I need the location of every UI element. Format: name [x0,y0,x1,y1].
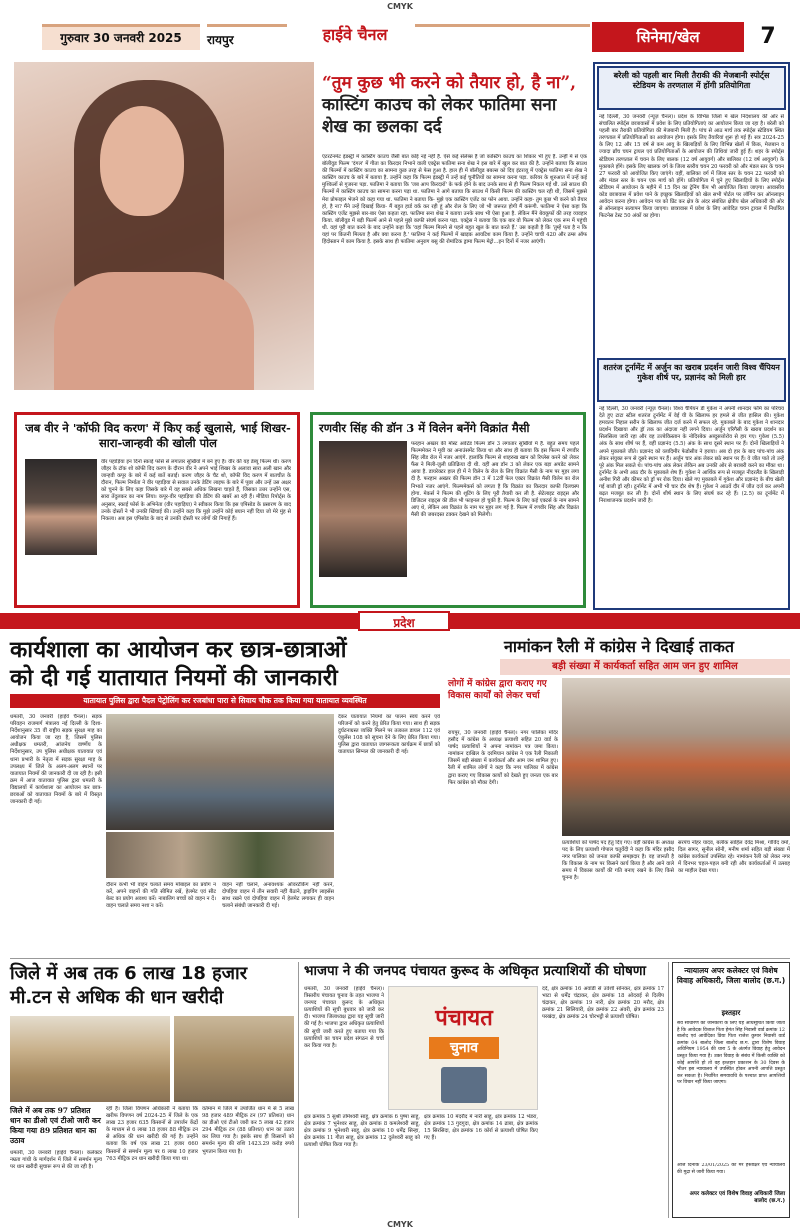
paddy-headline-line2: मी.टन से अधिक की धान खरीदी [10,987,224,1008]
sports-story2-body: नई दिल्ली, 30 जनवरी (न्यूज़ चैनल)। विश्व चैंपियन डी गुकेश ने अपनी शानदार फॉर्म का परिचय देते हुए टाटा स्टील शतरंज टूर्नामेंट में वेई यी के खिलाफ हर हमले से जीत हासिल की। गुकेश हमवतन निहाल सरीन के खिलाफ जीत दर्ज करने में सफल रहे. मुकाबले के बाद गुकेश ने शानदार प्रदर्शन दिखाया और ड्रॉ तक का अंदाजा नहीं लगने दिया। अर्जुन एरिगैसी के खराब प्रदर्शन का सिलसिला जारी रहा और वह उज्बेकिस्तान के नोदिरबेक अब्दुसत्तोरोव से हार गए। गुकेश (5.5) अंक के साथ शीर्ष पर हैं, वहीं प्रज्ञानंद (5.5) अंक के साथ दूसरे स्थान पर हैं। दोनों खिलाड़ियों ने अपने मुकाबले जीते। प्रज्ञानंद को व्लादिमीर फेडोसीव ने हराया। अब दो हार के बाद पांच-पांच अंक लेकर संयुक्त रूप से दूसरे स्थान पर हैं। अर्जुन चार अंक लेकर छठे स्थान पर हैं। वे जीत पाते तो उन्हें पूरे अंक मिल सकते थे। पांच-पांच अंक लेकर लेकिन अब उनकी ओर से बराबरी करने का मौका था। टूर्नामेंट के अभी आठ दौर के मुकाबले शेष हैं। गुकेश ने आर्थिक रूप से मजबूत नीदरलैंड के खिलाड़ी अनीश गिरी और कीमर को ड्रॉ पर रोक दिया। खेले गए मुकाबले में गुकेश और प्रज्ञानंद के बीच खेली गई बाजी ड्रॉ रही। टूर्नामेंट में अभी भी चार दौर शेष हैं। गुकेश ने आठवें दौर में जीत दर्ज कर अपनी बढ़त मजबूत कर ली है। दोनों शीर्ष स्थान के लिए संघर्ष कर रहे हैं। (2.5) का टूर्नामेंट में निराशाजनक प्रदर्शन जारी है। [599,406,784,505]
panchayat-graphic-word1: पंचायत [435,1006,493,1031]
story-veer-panel [14,412,300,608]
hero-photo-actress [14,62,314,390]
lead-body-col4: देकर यातायात नियमों का पालन स्वयं करने एवं परिजनों को करने हेतु प्रेरित किया गया। साथ ही सड़क दुर्घटनाग्रस्त व्यक्ति मिलने पर तत्काल डायल 112 एवं एंबुलेंस 108 को सूचना देने के लिए प्रेरित किया गया। पुलिस द्वारा यातायात जागरूकता कार्यक्रम में छात्रों को यातायात सिग्नल की जानकारी दी गई। [338,714,440,756]
hero-story-body: एंटरटेनमेंट इंडस्ट्री में कास्टिंग काउच जैसी बात कोई नई नहीं है. ऐसे कई सेलेब्स हैं जो कास्टिंग काउच का शिकार भी हुए हैं. उन्हीं में से एक बॉलीवुड फिल्म 'दंगल' में गीता का किरदार निभाने वाली एक्ट्रेस फातिमा सना शेख ने इस बारे में खुल कर बात की है. उन्होंने बताया कि साउथ की फिल्मों में कास्टिंग काउच का सामना कुछ तरह से फेस हुआ है. हाल ही में बॉलीवुड बबल्स को दिए इंटरव्यू में एक्ट्रेस फातिमा सना शेख ने कास्टिंग काउच के बारे में बताया है. उन्होंने कहा कि फिल्म इंडस्ट्री में उन्हें कई चुनौतियों का सामना करना पड़ा. करियर के शुरुआत में उन्हें कई मुश्किलों से गुजरना पड़ा. फातिमा ने बताया कि 'जब आप किरदारों' के फर्क होने के बाद उनके साथ से ही फिल्म निकल गई थी. उसे साउथ की फिल्मों में कास्टिंग काउच का सामना करना पड़ा था. फातिमा ने आगे बताया कि साउथ में किसी फिल्म की कास्टिंग चल रही थी, जिसमें मुझसे मेरा प्रोफाइल भेजने को कहा गया था. फातिमा ने बताया कि- मुझे एक कास्टिंग एजेंट का फोन आया. उन्होंने कहा- तुम कुछ भी करने को तैयार हो, है ना? मैंने उन्हें दिखाई किया- मैं बहुत हार्ड वर्क कर रही हूं और रोल के लिए जो भी जरूरत होगी मैं करूंगी. फातिमा ने ऐसा कहा कि कास्टिंग एजेंट मुझसे बार-बार ऐसा कहता रहा. फातिमा सना शेख ने बताया उनके साथ भी ऐसा हुआ है. लेकिन मैंने बेवकूफों की तरह व्यवहार किया. बॉलीवुड में बड़ी फिल्में आने से पहले मुझे काफी संघर्ष करना पड़ा. एक्ट्रेस ने बताया कि एक बार वो फिल्म को लेकर एक रूम में पहुंची थी. वहां पूरी बात करने के बाद उन्होंने कहा कि 'वहां फिल्म मिलने से पहले बहुत खुल के बात करते हैं.' उस कहती है कि 'तुम्हें पता है न कि यहां पर कितनी मिलता है और क्या करना है.' फातिमा ने कई फिल्मों में खाड़क आयटिश काम किया है. उन्होंने चाची 420 और ठग्स ऑफ हिंदोस्तान में काम किया है. इसके साथ ही फातिमा अनुराग बसु की रोमांटिक ड्रामा फिल्म मेट्रो...इन दिनों में नजर आएंगी। [322,154,587,246]
rally-photo-crowd [562,678,790,836]
story-don3-photo [319,441,407,577]
rally-body-col1: रायपुर, 30 जनवरी (हाईवे चैनल)। नगर पालिका मंदिर हसौद में कांग्रेस के अध्यक्ष प्रत्याशी सहित 20 वार्ड के पार्षद प्रत्याशियों ने अपना नामांकन पत्र जमा किया। नामांकन दाखिल के दरमियान कांग्रेस ने एक रैली निकाली जिसमें बड़ी संख्या में कार्यकर्ता और आम जन शामिल हुए। रैली में शामिल लोगों ने कहा कि नगर पालिका में कांग्रेस द्वारा कराए गए विकास कार्यों को देखते हुए जनता एक बार फिर कांग्रेस को मौका देगी। [448,730,558,786]
rally-body-col3: सरपंच नोहर यादव, बलीक साहिल देवेंद्र मिश्रा, गोविंद वर्मा, दिल सागर, सुनील सोनी, मनीष शर्मा सहित बड़ी संख्या में कांग्रेस कार्यकर्ता उपस्थित रहे। नामांकन रैली को लेकर नगर में दिनभर चहल-पहल बनी रही और कार्यकर्ताओं में उत्साह का माहौल देखा गया। [678,840,790,875]
paddy-body-col1: धमतरी, 30 जनवरी (हाईवे चैनल)। कलेक्टर नम्रता गांधी के मार्गदर्शन में जिले में समर्थन मूल्य पर धान खरीदी सुचारू रूप से की जा रही है। [10,1150,102,1171]
story-veer-body: वीर पहाड़िया इन दिनों स्काई फोर्स से लगातार सुर्खियों में बने हुए हैं। वीर की यह डेब्यू फिल्म थी। करण जौहर के टॉक शो कॉफी विद करण के दौरान वीर ने अपने भाई शिखर के अलावा सारा अली खान और जान्हवी कपूर के बारे में कई बातें बताईं। करण जौहर के चैट शो, कॉफी विद करण में बातचीत के दौरान, फिल्म निर्माता ने वीर पहाड़िया से सवाल उनके डेटिंग लाइफ के बारे में पूछा और उन्हें उस अक्षर को चुनने के लिए कहा जिसके बारे में वह सबसे अधिक लिखना चाहते हैं, जिसका उत्तर उन्होंने एस, सारा तेंदुलकर का नाम लिया। कपूर-वीर पहाड़िया की डेटिंग की खबरें आ रही हैं। मीडिया रिपोर्ट्स के अनुसार, स्काई फोर्स के अभिनेता (वीर पहाड़िया) ने स्वीकार किया कि इस एपिसोड के प्रसारण के बाद उनके दोस्तों ने भी उनकी खिंचाई की। उन्होंने कहा कि मुझे उन्होंने कोई बयान नहीं दिया जो मेरे मुंह से निकला। अब इस एपिसोड के बाद से उनकी दोस्ती पर लोगों की निगाहें हैं। [101,459,291,522]
sports-story1-body: नई दिल्ली, 30 जनवरी (न्यूज़ चैनल)। प्रदेश के विभिन्न जिलों में खेल निदेशालय की ओर से संचालित स्पोर्ट्स छात्रावासों में प्रवेश के लिए प्रतियोगिताएं का आयोजन किया जा रहा है। बरेली को पहली बार तैराकी प्रतियोगिता की मेजबानी मिली है। पांच से आठ मार्च तक स्पोर्ट्स स्टेडियम स्थित तरणताल में प्रतियोगिताओं का आयोजन होगा। इसके लिए तैयारियां शुरू हो गई हैं। सत्र 2024-25 के लिए 12 और 15 वर्ष से कम आयु के खिलाड़ियों के लिए विभिन्न खेलों में किक, मेजबान व ज्यादा ब्राँच चयन ट्रायल एवं प्रतियोगिताओं के आयोजन की तिथियां जारी हुई हैं। शहर के स्पोर्ट्स स्टेडियम तरणताल में चयन के लिए बालक (12 वर्ष आयुवर्ग) और बालिका (12 वर्ष आयुवर्ग) के मुकाबले होंगे। इसके लिए खालक वर्ग के जिला स्तरीय चयन 20 फरवरी को और मंडल स्तर के चयन 27 फरवरी को आयोजित किए जाएंगे। वहीं, बालिका वर्ग में जिला स्तर के चयन 22 फरवरी को और मंडल स्तर के चयन एक मार्च को होंगे। प्रतियोगिता में चुने हुए खिलाड़ियों के लिए स्पोर्ट्स स्टेडियम में आयोजन के महीने में 15 दिन का ट्रेनिंग कैंप भी आयोजित किया जाएगा। आवासीय कोड छात्रावास में प्रवेश पाने के इच्छुक खिलाड़ियों को खेल सभी पोर्टल पर लॉगिन कर ऑनलाइन आवेदन करना होगा। आवेदन पत्र को प्रिंट कर क्षेत्र के अंदर संबंधित क्षेत्रीय खेल अधिकारी की ओर से ऑनलाइन सत्यापन किया जाएगा। छात्रावास में प्रवेश के लिए आवेदित चयन ट्रायल में निर्धारित फिटनेस टेस्ट 50 अंकों का होगा। [599,114,784,220]
legal-notice-body: सर्व साधारण को जानकारी के लिए यह अधिसूचित किया जाता है कि आवेदक विशाल पिता हेमंत सिंह निवासी वार्ड क्रमांक 12 बालोद एवं आवेदिका प्रिया पिता राजेश कुमार निवासी वार्ड क्रमांक 04 बालोद जिला बालोद छ.ग. द्वारा विशेष विवाह अधिनियम 1954 की धारा 5 के अंतर्गत विवाह हेतु आवेदन प्रस्तुत किया गया है। उक्त विवाह के संबंध में किसी व्यक्ति को कोई आपत्ति हो तो वह इश्तहार प्रकाशन के 30 दिवस के भीतर इस न्यायालय में उपस्थित होकर अपनी आपत्ति प्रस्तुत कर सकता है। निर्धारित समयावधि के पश्चात प्राप्त आपत्तियों पर विचार नहीं किया जाएगा। [677,1021,785,1086]
rally-body-col2: प्रत्याशियों को पार्षद पद हेतु दिए गए। वहीं कांग्रेस के अध्यक्ष पद के लिए प्रत्याशी गोपाल चतुर्वेदी ने कहा कि मंदिर हसौद नगर पालिका को जनता काफी समझदार है। वह जानती है कि विकास के नाम पर किसने कार्य किया है और आने वाले समय में विकास कार्यों की गति बनाए रखने के लिए किसे चुनना है। [562,840,674,882]
paddy-headline-line1: जिले में अब तक 6 लाख 18 हजार [10,963,248,984]
story-don3-panel [310,412,586,608]
story-veer-title: जब वीर ने 'कॉफी विद करण' में किए कई खुलासे, भाई शिखर-सारा-जान्हवी की खोली पोल [25,421,291,450]
panchayat-body-col3: क्षेत्र क्रमांक 10 मंदरौद में नारी साहू, क्षेत्र क्रमांक 12 भेंडरा, क्षेत्र क्रमांक 13 गुदगुदा, क्षेत्र क्रमांक 14 ढाबा, क्षेत्र क्रमांक 15 सिरसिदा, क्षेत्र क्रमांक 16 कोर्रा से प्रत्याशी घोषित किए गए हैं। [424,1114,538,1142]
cmyk-marker-top: CMYK [387,2,413,11]
paddy-body-col2: रही है। जिला विपणन अधिकारी ने बताया कि खरीफ विपणन वर्ष 2024-25 में जिले के एक लाख 23 हजार 635 किसानों से उपार्जन केंद्रों के माध्यम से 6 लाख 18 हजार 88 मीट्रिक टन से अधिक की धान खरीदी की गई है। उन्होंने बताया कि वर्ष एक लाख 21 हजार 660 किसानों से समर्थन मूल्य पर 6 लाख 10 हजार 763 मीट्रिक टन धान खरीदी किया गया था। [106,1106,198,1162]
panchayat-body-col4: दर्द, क्षेत्र क्रमांक 16 अवांडी से उर्वशी सोनकर, क्षेत्र क्रमांक 17 भाटा से धर्मेंद्र चंद्राकर, क्षेत्र क्रमांक 18 ओदराई से दिलीप चंद्राकर, क्षेत्र क्रमांक 19 नारी, क्षेत्र क्रमांक 20 मरौद, क्षेत्र क्रमांक 21 सिलियारी, क्षेत्र क्रमांक 22 अंवरी, क्षेत्र क्रमांक 23 परखंदा, क्षेत्र क्रमांक 24 चोरभट्ठी से प्रत्याशी घोषित। [542,986,664,1021]
hero-photo-face [100,106,184,216]
rally-headline: नामांकन रैली में कांग्रेस ने दिखाई ताकत [504,637,734,656]
lead-photo-classroom [106,714,334,830]
paddy-headline [10,962,295,1010]
divider-lower [10,958,790,959]
edition-city: रायपुर [207,24,287,50]
page-number: 7 [760,24,776,49]
lead-subhead: यातायात पुलिस द्वारा पैदल पेट्रोलिंग कर रजबांधा पारा से सिवाय चौक तक किया गया यातायात व्यवस्थित [10,694,440,708]
legal-notice-date: आज दिनांक 23/01/2025 को मेरे हस्ताक्षर एवं न्यायालय की मुद्रा से जारी किया गया। [677,1163,785,1175]
panchayat-body-col1: धमतरी, 30 जनवरी (हाईवे चैनल)। त्रिस्तरीय पंचायत चुनाव के तहत भाजपा ने जनपद पंचायत कुरूद के अधिकृत प्रत्याशियों की सूची बुधवार को जारी कर दी। भाजपा जिलाध्यक्ष द्वारा यह सूची जारी की गई है। भाजपा द्वारा अधिकृत प्रत्याशियों की सूची जारी करते हुए बताया गया कि प्रत्याशियों का चयन प्रदेश संगठन से चर्चा कर किया गया है। [304,986,384,1049]
hero-headline-quote: “तुम कुछ भी करने को तैयार हो, है ना”, [322,73,577,93]
lead-headline-line2: को दी गई यातायात नियमों की जानकारी [10,665,338,691]
legal-notice-sign: अपर कलेक्टर एवं विशेष विवाह अधिकारी जिला बालोद (छ.ग.) [689,1191,785,1204]
paddy-caption: जिले में अब तक 97 प्रतिशत धान का डीओ एवं टीओ जारी कर किया गया 89 प्रतिशत धान का उठाव [10,1106,101,1145]
header-rule [415,24,590,27]
paddy-body-col3: वर्तमान में जिले में उपार्जित धान में से 5 लाख 98 हजार 489 मीट्रिक टन (97 प्रतिशत) धान का डीओ एवं टीओ जारी कर 5 लाख 42 हजार 294 मीट्रिक टन (88 प्रतिशत) धान का उठाव कर लिया गया है। इसके साथ ही किसानों को समर्थन मूल्य की राशि 1423.29 करोड़ रुपये भुगतान किया गया है। [202,1106,294,1155]
hero-photo-outfit [54,272,254,390]
sports-story1-title: बरेली को पहली बार मिली तैराकी की मेजबानी स्पोर्ट्स स्टेडियम के तरणताल में होंगी प्रतियोगिता [597,66,786,110]
page-header [0,14,800,56]
rally-subhead: बड़ी संख्या में कार्यकर्ता सहित आम जन हुए शामिल [500,659,790,675]
rally-kicker: लोगों में कांग्रेस द्वारा कराए गए विकास कार्यों को लेकर चर्चा [448,679,547,701]
cmyk-marker-bottom: CMYK [387,1220,413,1229]
panchayat-graphic [388,986,538,1110]
lead-body-col3: वाहन नहीं चलाने, अनावश्यक ओवरटेकिंग नहीं करने, दोपहिया वाहन में तीन सवारी नहीं बैठाने, ड्राइविंग लाइसेंस साथ रखने एवं दोपहिया वाहन में हेलमेट लगाकर ही वाहन चलाने संबंधी जानकारी दी गई। [222,882,334,910]
sports-story2-title: शतरंज टूर्नामेंट में अर्जुन का खराब प्रदर्शन जारी विश्व चैंपियन गुकेश शीर्ष पर, प्रज्ञानंद को मिली हार [597,358,786,402]
lead-body-col1: धमतरी, 30 जनवरी (हाईवे चैनल)। सड़क परिवहन राजमार्ग मंत्रालय नई दिल्ली के दिशा-निर्देशानुसार 35 वीं राष्ट्रीय सड़क सुरक्षा माह का आयोजन किया जा रहा है, जिसमें पुलिस अधीक्षक धमतरी, आंजनेय वार्ष्णेय के निर्देशानुसार, उप पुलिस अधीक्षक यातायात एवं थाना प्रभारी के नेतृत्व में सड़क सुरक्षा माह के उपलक्ष्य में जिले के अलग-अलग स्थानों पर यातायात नियमों की जानकारी दी जा रही है। इसी क्रम में आज यातायात पुलिस द्वारा धमतरी के विद्यालयों में कार्यशाला का आयोजन कर छात्र-छात्राओं को यातायात नियमों के बारे में विस्तृत जानकारी दी गई। [10,714,102,806]
lead-body-col2: दौरान कभी भी वाहन चलाते समय मोबाइल का प्रयोग न करें, अपने वाहनों की गति सीमित रखें, हेलमेट एवं सीट बेल्ट का प्रयोग अवश्य करें। नाबालिग बच्चों को वाहन न दें। वाहन चलाते समय नशा न करें। [106,882,216,910]
legal-notice-subtitle: इश्तहार [721,1009,741,1017]
hero-headline-rest: कास्टिंग काउच को लेकर फातिमा सना शेख का छलका दर्द [322,95,557,137]
lead-photo-patrol [106,832,334,878]
section-band-label: प्रदेश [358,611,450,631]
ballot-box-icon [441,1067,487,1103]
story-veer-photo [25,459,97,555]
panchayat-headline: भाजपा ने की जनपद पंचायत कुरूद के अधिकृत प्रत्याशियों की घोषणा [304,963,647,979]
hero-headline [322,72,587,138]
lead-headline-line1: कार्यशाला का आयोजन कर छात्र-छात्राओं [10,637,347,663]
story-don3-body: फरहान अख्तर की मोस्ट अवेटेड फिल्म डॉन 3 लगातार सुर्खियों में है. बहुत समय पहले फिल्ममेकर ने मूवी का अनाउंसमेंट किया था और साथ ही बताया कि इस फिल्म में रणवीर सिंह लीड रोल में नजर आएंगे. हालांकि फिल्म से शाहरुख खान को रिप्लेस करने को लेकर फैंस ने मिली-जुली प्रतिक्रिया दी थी. वहीं अब डॉन 3 को लेकर एक बड़ा अपडेट सामने आया है. डायरेक्टर हाल ही में ने विलेन के रोल के लिए विक्रांत मैसी के नाम पर मुहर लगा दी है. फरहान अख्तर की फिल्म डॉन 3 में 12वीं फेल एक्टर विक्रांत मैसी विलेन का रोल निभाते नजर आएंगे. फिल्ममेकर्स को लगता है कि विक्रांत का किरदार काफी दिलचस्प होगा. मेकर्स ने फिल्म की शूटिंग के लिए पूरी तैयारी कर ली है. सेटेलाइट राइट्स और डिजिटल राइट्स की डील भी फाइनल हो चुकी है. फिल्म के लिए कई एक्टर्स के नाम सामने आए थे, लेकिन अब विक्रांत के नाम पर मुहर लग गई है. फिल्म में रणवीर सिंह और विक्रांत मैसी की जबरदस्त टक्कर देखने को मिलेगी। [411,441,579,518]
section-name: सिनेमा/खेल [592,22,744,52]
paddy-photo-stock [174,1016,294,1102]
issue-date: गुरुवार 30 जनवरी 2025 [42,24,200,50]
brand-logo: हाईवे चैनल [322,25,388,44]
legal-notice-box [672,962,790,1218]
panchayat-body-col2: क्षेत्र क्रमांक 5 सुश्री तोमेश्वरी साहू, क्षेत्र क्रमांक 6 पुष्पा साहू, क्षेत्र क्रमांक 7 भुनेश्वर साहू, क्षेत्र क्रमांक 8 कमलेश्वरी साहू, क्षेत्र क्रमांक 9 भुनेश्वरी साहू, क्षेत्र क्रमांक 10 धर्मेंद्र सिन्हा, क्षेत्र क्रमांक 11 गीता साहू, क्षेत्र क्रमांक 12 दुलेश्वरी साहू को प्रत्याशी घोषित किया गया है। [304,1114,420,1149]
legal-notice-title: न्यायालय अपर कलेक्टर एवं विशेष विवाह अधिकारी, जिला बालोद (छ.ग.) [676,966,786,985]
panchayat-graphic-word2: चुनाव [429,1037,499,1059]
divider-vertical-1 [298,962,299,1218]
section-band-pradesh [0,613,800,629]
story-don3-title: रणवीर सिंह की डॉन 3 में विलेन बनेंगे विक्रांत मैसी [319,421,530,435]
lead-headline [10,636,440,692]
divider-vertical-2 [668,962,669,1218]
paddy-photo-sacks [10,1016,170,1102]
